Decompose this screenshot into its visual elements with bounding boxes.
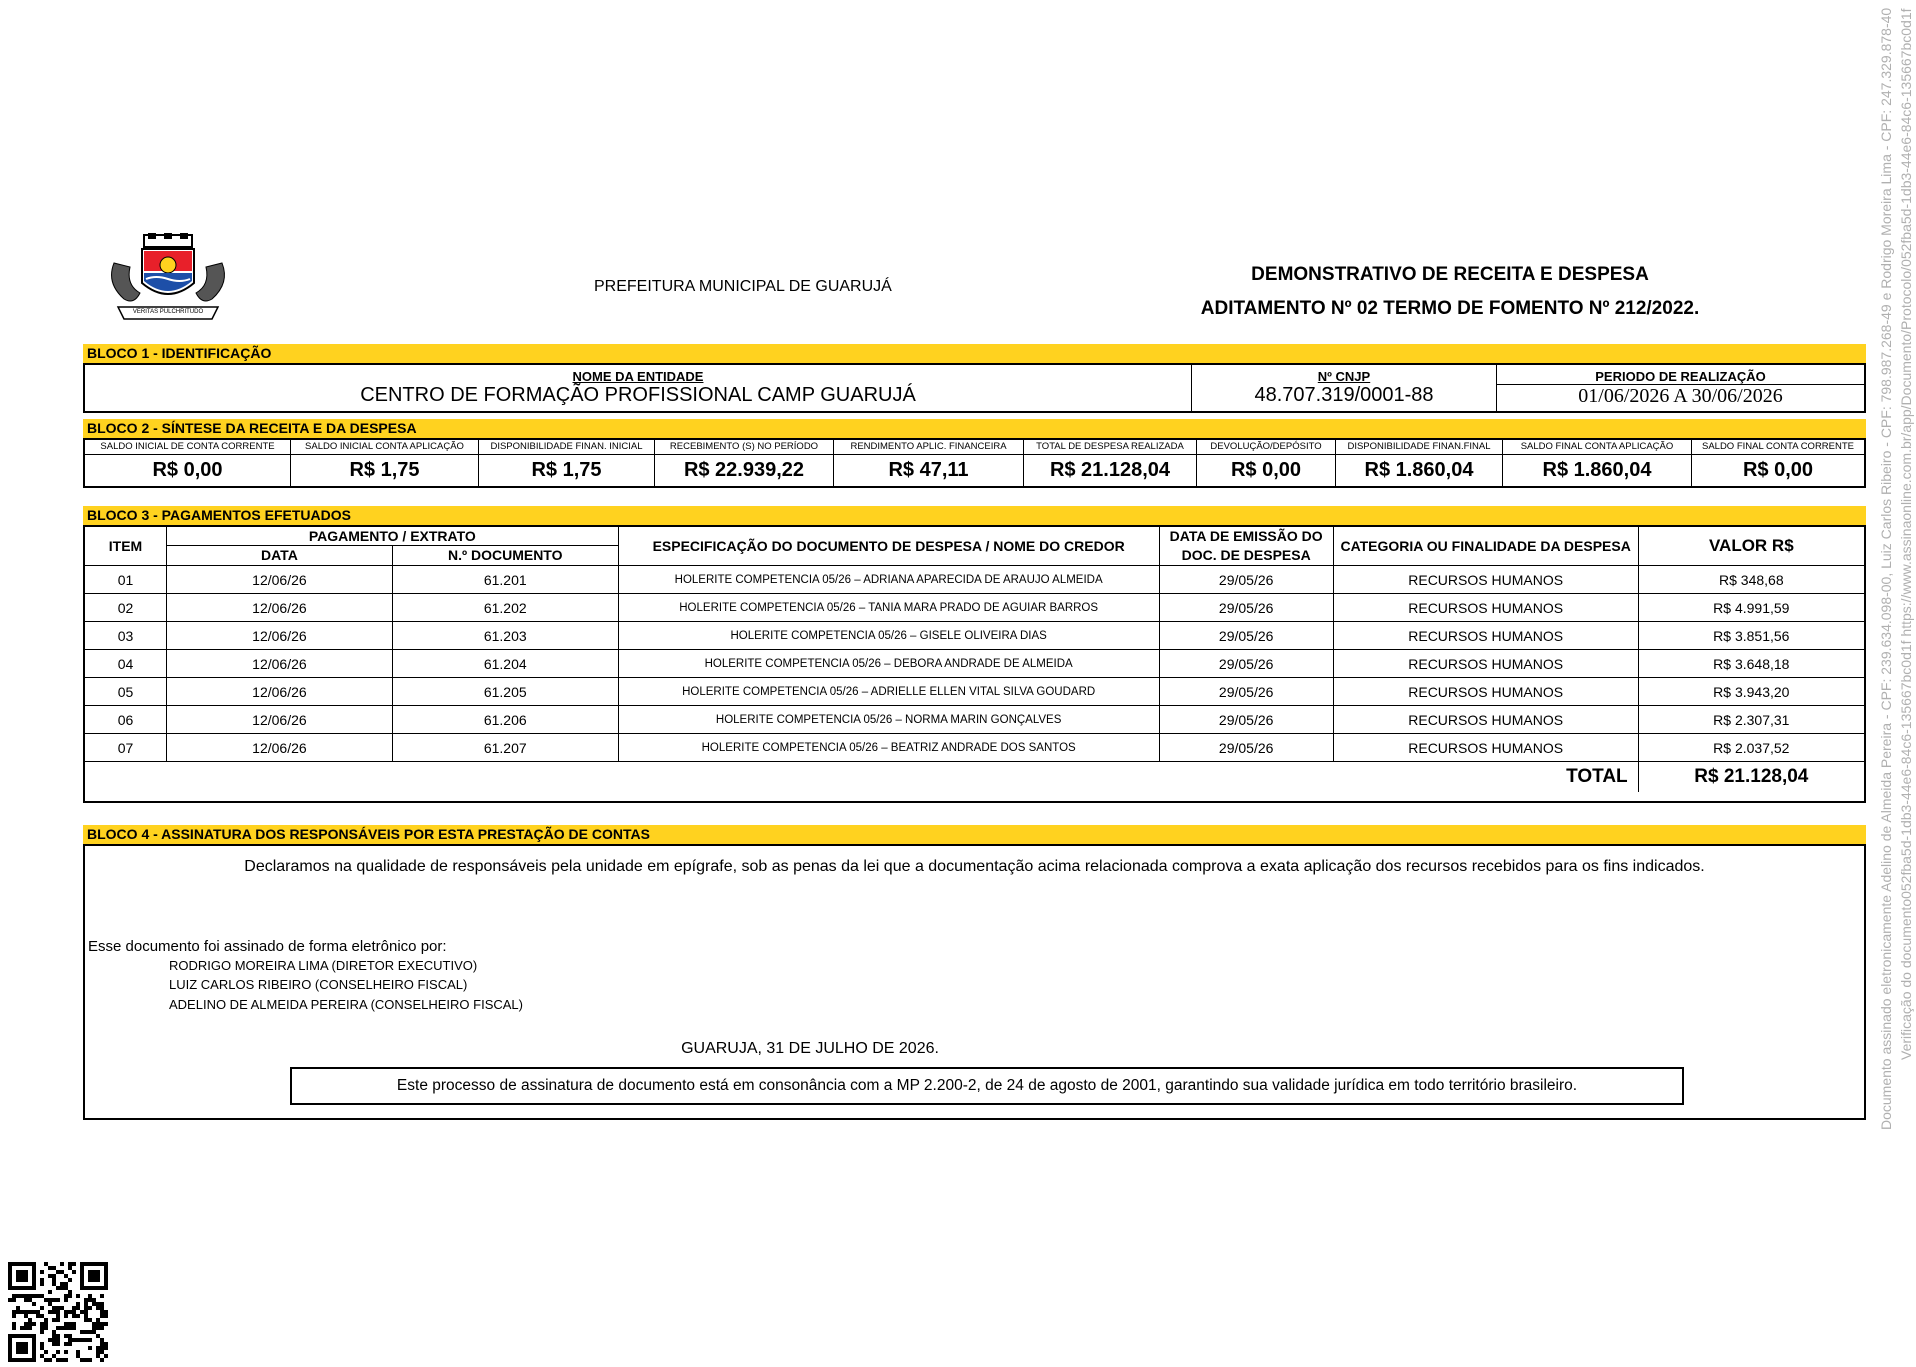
col-pagamento: PAGAMENTO / EXTRATO [167,527,619,545]
row-categoria: RECURSOS HUMANOS [1333,622,1638,650]
row-data: 12/06/26 [167,622,393,650]
municipality-name: PREFEITURA MUNICIPAL DE GUARUJÁ [594,278,892,295]
col-item: ITEM [85,527,167,566]
row-valor: R$ 348,68 [1638,566,1864,594]
row-spec: HOLERITE COMPETENCIA 05/26 – DEBORA ANDRADE DE ALMEIDA [618,650,1159,678]
row-spec: HOLERITE COMPETENCIA 05/26 – NORMA MARIN GONÇALVES [618,706,1159,734]
entity-label: NOME DA ENTIDADE [572,369,704,384]
table-row [85,650,1864,678]
bloco4-heading: BLOCO 4 - ASSINATURA DOS RESPONSÁVEIS POR ESTA PRESTAÇÃO DE CONTAS [83,825,1866,844]
row-valor: R$ 2.307,31 [1638,706,1864,734]
row-valor: R$ 4.991,59 [1638,594,1864,622]
row-emissao: 29/05/26 [1159,734,1333,762]
period-value: 01/06/2026 A 30/06/2026 [1578,384,1783,407]
row-data: 12/06/26 [167,678,393,706]
city-crest-logo [104,233,232,325]
bloco2-summary [83,438,1866,488]
table-row [85,734,1864,762]
summary-value: R$ 0,00 [1692,454,1865,486]
cnpj-cell [1192,365,1497,411]
row-data: 12/06/26 [167,594,393,622]
signer-3: ADELINO DE ALMEIDA PEREIRA (CONSELHEIRO FISCAL) [169,997,523,1012]
row-doc: 61.201 [392,566,618,594]
summary-value: R$ 22.939,22 [655,454,834,486]
qr-code [8,1262,108,1362]
summary-value: R$ 1.860,04 [1503,454,1692,486]
row-doc: 61.204 [392,650,618,678]
row-emissao: 29/05/26 [1159,678,1333,706]
summary-label: DISPONIBILIDADE FINAN.FINAL [1336,440,1503,454]
row-valor: R$ 3.943,20 [1638,678,1864,706]
table-row [85,706,1864,734]
col-doc: N.º DOCUMENTO [392,545,618,565]
row-valor: R$ 3.648,18 [1638,650,1864,678]
summary-value: R$ 21.128,04 [1024,454,1197,486]
bloco3-payments [83,525,1866,803]
summary-value: R$ 0,00 [85,454,291,486]
row-categoria: RECURSOS HUMANOS [1333,706,1638,734]
row-emissao: 29/05/26 [1159,650,1333,678]
side-signature-text: Documento assinado eletronicamente Adelino de Almeida Pereira - CPF: 239.634.098-00, Luiz Carlos Ribeiro - CPF: 798.987.268-49 e Rodrigo Moreira Lima - CPF: 247.329.878-40 [1878,8,1894,1131]
row-data: 12/06/26 [167,566,393,594]
row-spec: HOLERITE COMPETENCIA 05/26 – TANIA MARA PRADO DE AGUIAR BARROS [618,594,1159,622]
summary-label: SALDO INICIAL DE CONTA CORRENTE [85,440,291,454]
row-doc: 61.206 [392,706,618,734]
row-item: 05 [85,678,167,706]
row-data: 12/06/26 [167,734,393,762]
row-item: 03 [85,622,167,650]
row-spec: HOLERITE COMPETENCIA 05/26 – GISELE OLIVEIRA DIAS [618,622,1159,650]
row-valor: R$ 2.037,52 [1638,734,1864,762]
row-spec: HOLERITE COMPETENCIA 05/26 – ADRIANA APARECIDA DE ARAUJO ALMEIDA [618,566,1159,594]
period-label: PERIODO DE REALIZAÇÃO [1497,369,1864,385]
summary-value: R$ 1,75 [479,454,655,486]
bloco3-heading: BLOCO 3 - PAGAMENTOS EFETUADOS [83,506,1866,525]
cnpj-label: Nº CNJP [1317,369,1371,384]
signer-1: RODRIGO MOREIRA LIMA (DIRETOR EXECUTIVO) [169,958,478,973]
summary-label: SALDO FINAL CONTA APLICAÇÃO [1503,440,1692,454]
cnpj-value: 48.707.319/0001-88 [1254,384,1434,406]
bloco2-heading: BLOCO 2 - SÍNTESE DA RECEITA E DA DESPESA [83,419,1866,438]
row-emissao: 29/05/26 [1159,566,1333,594]
row-emissao: 29/05/26 [1159,706,1333,734]
row-item: 04 [85,650,167,678]
summary-value: R$ 1,75 [291,454,479,486]
table-row [85,622,1864,650]
row-emissao: 29/05/26 [1159,594,1333,622]
row-categoria: RECURSOS HUMANOS [1333,678,1638,706]
document-subtitle: ADITAMENTO Nº 02 TERMO DE FOMENTO Nº 212/2022. [1200,298,1700,319]
place-date: GUARUJA, 31 DE JULHO DE 2026. [681,1040,939,1057]
row-categoria: RECURSOS HUMANOS [1333,734,1638,762]
summary-value: R$ 1.860,04 [1336,454,1503,486]
summary-label: DISPONIBILIDADE FINAN. INICIAL [479,440,655,454]
summary-label: TOTAL DE DESPESA REALIZADA [1024,440,1197,454]
row-data: 12/06/26 [167,650,393,678]
row-item: 06 [85,706,167,734]
row-valor: R$ 3.851,56 [1638,622,1864,650]
document-title: DEMONSTRATIVO DE RECEITA E DESPESA [1251,264,1649,285]
summary-label: DEVOLUÇÃO/DEPÓSITO [1197,440,1336,454]
period-cell [1497,365,1865,411]
summary-value: R$ 47,11 [834,454,1024,486]
row-categoria: RECURSOS HUMANOS [1333,650,1638,678]
row-doc: 61.203 [392,622,618,650]
declaration-text: Declaramos na qualidade de responsáveis pela unidade em epígrafe, sob as penas da lei que a documentação acima relacionada comprova a exata aplicação dos recursos recebidos para os fins indicados. [244,858,1705,875]
col-data: DATA [167,545,393,565]
row-spec: HOLERITE COMPETENCIA 05/26 – BEATRIZ ANDRADE DOS SANTOS [618,734,1159,762]
summary-label: RENDIMENTO APLIC. FINANCEIRA [834,440,1024,454]
row-doc: 61.207 [392,734,618,762]
bloco4-signatures [83,844,1866,1120]
bloco1-heading: BLOCO 1 - IDENTIFICAÇÃO [83,344,1866,363]
summary-label: SALDO FINAL CONTA CORRENTE [1692,440,1865,454]
entity-value: CENTRO DE FORMAÇÃO PROFISSIONAL CAMP GUARUJÁ [360,384,916,406]
row-item: 01 [85,566,167,594]
summary-label: SALDO INICIAL CONTA APLICAÇÃO [291,440,479,454]
crest-motto: VERITAS PULCHRITUDO [132,309,204,315]
mp-notice: Este processo de assinatura de documento está em consonância com a MP 2.200-2, de 24 de agosto de 2001, garantindo sua validade jurídica em todo território brasileiro. [290,1067,1684,1105]
col-categoria: CATEGORIA OU FINALIDADE DA DESPESA [1333,527,1638,566]
row-data: 12/06/26 [167,706,393,734]
signer-2: LUIZ CARLOS RIBEIRO (CONSELHEIRO FISCAL) [169,977,468,992]
total-value: R$ 21.128,04 [1638,762,1864,792]
row-doc: 61.202 [392,594,618,622]
row-item: 07 [85,734,167,762]
row-item: 02 [85,594,167,622]
row-categoria: RECURSOS HUMANOS [1333,566,1638,594]
summary-label: RECEBIMENTO (S) NO PERÍODO [655,440,834,454]
signed-intro: Esse documento foi assinado de forma eletrônico por: [88,938,447,955]
row-doc: 61.205 [392,678,618,706]
table-row [85,594,1864,622]
bloco1-identification [83,363,1866,413]
summary-value: R$ 0,00 [1197,454,1336,486]
entity-cell [85,365,1192,411]
table-row [85,566,1864,594]
col-valor: VALOR R$ [1638,527,1864,566]
col-emissao: DATA DE EMISSÃO DO DOC. DE DESPESA [1159,527,1333,566]
side-verification-text: Verificação do documento052fba5d-1db3-44e6-84c6-135667bc0d1f https://www.assinaonline.com.br/app/Documento/Protocolo/052fba5d-1db3-44e6-84c6-135667bc0d1f [1898,8,1914,1060]
row-spec: HOLERITE COMPETENCIA 05/26 – ADRIELLE ELLEN VITAL SILVA GOUDARD [618,678,1159,706]
row-emissao: 29/05/26 [1159,622,1333,650]
table-row [85,678,1864,706]
total-label: TOTAL [1566,765,1628,787]
col-spec: ESPECIFICAÇÃO DO DOCUMENTO DE DESPESA / NOME DO CREDOR [618,527,1159,566]
row-categoria: RECURSOS HUMANOS [1333,594,1638,622]
